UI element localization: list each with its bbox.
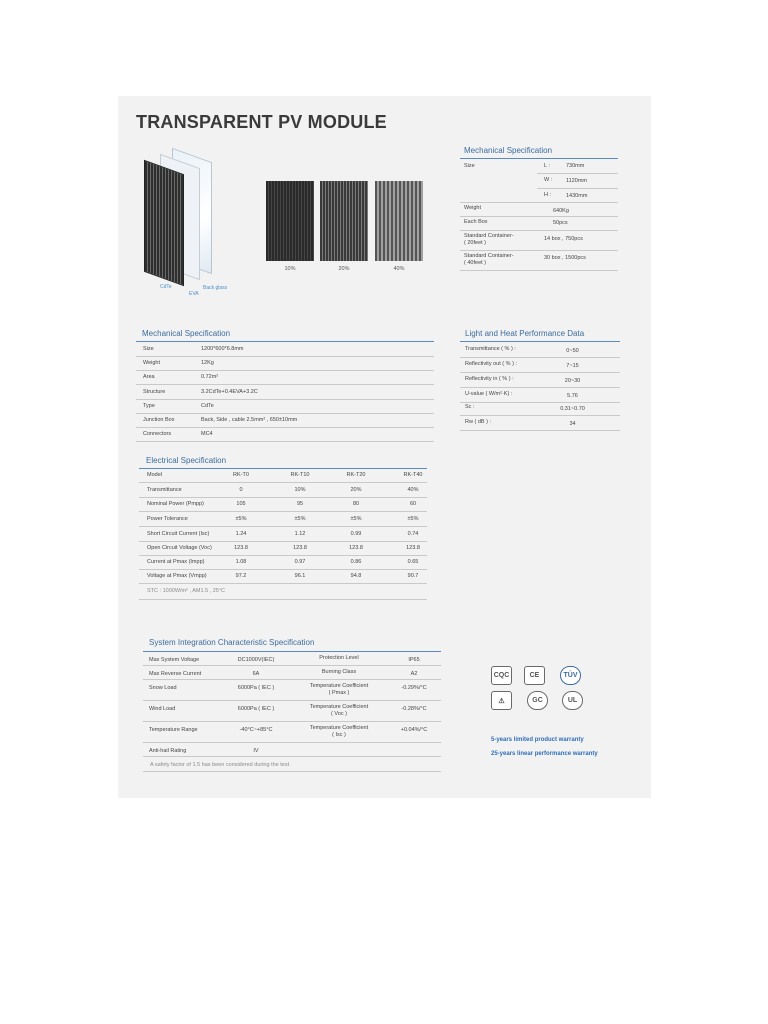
cell: Temperature Coefficient ( Voc ) <box>309 704 369 717</box>
cell: 0.72m² <box>201 374 219 381</box>
cell: 123.8 <box>406 545 420 551</box>
cell: IV <box>253 748 259 754</box>
cell: Max System Voltage <box>149 657 200 663</box>
stc-note: STC : 1000W/m² , AM1.5 , 25°C <box>147 588 226 594</box>
row-divider <box>136 413 434 414</box>
cell: 6A <box>252 671 260 677</box>
cell: Reflectivity in ( % ) : <box>465 376 514 382</box>
column-header: RK-T20 <box>346 472 366 478</box>
row-divider <box>460 250 618 251</box>
ul-cert-icon: UL <box>562 691 583 710</box>
cell: 3.2CdTe+0.4EVA+3.2C <box>201 388 258 395</box>
row-divider <box>460 270 618 271</box>
cell: 50pcs <box>553 220 568 226</box>
row-divider <box>139 599 427 600</box>
cell: 80 <box>352 501 360 507</box>
cell: 1430mm <box>566 193 588 199</box>
row-divider <box>460 387 620 388</box>
cell: Protection Level <box>319 655 359 661</box>
cell: Back, Side , cable 2.5mm² , 650±10mm <box>201 417 298 423</box>
cell: 10% <box>294 487 306 493</box>
elec-title: Electrical Specification <box>146 456 227 465</box>
row-divider <box>143 700 441 701</box>
row-divider <box>139 511 427 512</box>
cell: U-value ( W/m²·K) : <box>465 391 513 397</box>
cell: 7~15 <box>566 363 579 369</box>
cell: W : <box>544 177 553 183</box>
row-divider <box>136 427 434 428</box>
cell: -0.28%/°C <box>401 706 427 712</box>
cell: 20~30 <box>564 378 581 384</box>
row-divider <box>136 370 434 371</box>
cell: 730mm <box>566 163 585 169</box>
row-divider <box>143 756 441 757</box>
cell: Temperature Coefficient ( Isc ) <box>309 725 369 738</box>
row-divider <box>139 583 427 584</box>
cell: 0.99 <box>350 531 362 537</box>
cell: 0.31~0.70 <box>560 406 585 412</box>
cell: 40% <box>407 487 419 493</box>
cell: Nominal Power (Pmpp) <box>147 501 204 507</box>
cell: Current at Pmax (Impp) <box>147 559 205 565</box>
cell: 6000Pa ( IEC ) <box>237 685 275 691</box>
cell: 123.8 <box>234 545 248 551</box>
performance-warranty: 25-years linear performance warranty <box>491 751 598 757</box>
row-divider <box>139 569 427 570</box>
mech-top-title: Mechanical Specification <box>464 146 553 155</box>
cell: Weight <box>464 205 482 211</box>
cell: 14 box , 750pcs <box>544 236 583 242</box>
cell: -0.29%/°C <box>401 685 427 691</box>
row-divider <box>460 372 620 373</box>
cell: Type <box>143 402 155 409</box>
cell: 0.86 <box>350 559 362 565</box>
row-divider <box>139 482 427 483</box>
mech-title: Mechanical Specification <box>142 329 231 338</box>
cell: Transmittance ( % ) : <box>465 346 516 352</box>
module-layers-illustration <box>140 155 240 305</box>
cell: L : <box>544 163 550 169</box>
eva-label: EVA <box>189 291 199 297</box>
cell: 1.24 <box>235 531 247 537</box>
section-rule <box>460 341 620 342</box>
cell: Size <box>143 346 154 352</box>
cell: Snow Load <box>149 685 177 691</box>
cell: 30 box , 1500pcs <box>544 255 586 261</box>
cell: 90.7 <box>407 573 419 579</box>
row-divider <box>143 742 441 743</box>
cell: 6000Pa ( IEC ) <box>237 706 275 712</box>
cell: 95 <box>296 501 304 507</box>
cell: 97.2 <box>235 573 247 579</box>
row-divider <box>136 399 434 400</box>
column-header: Model <box>147 472 162 478</box>
cell: MC4 <box>201 431 213 438</box>
ce-cert-icon: CE <box>524 666 545 685</box>
row-divider <box>139 497 427 498</box>
column-header: RK-T40 <box>403 472 423 478</box>
row-divider <box>460 216 618 217</box>
cdte-label: CdTe <box>160 284 172 290</box>
safety-note: A safety factor of 1.5 has been considered during the test <box>150 762 290 768</box>
cell: 60 <box>409 501 417 507</box>
cell: 96.1 <box>294 573 306 579</box>
warning-cert-icon: ⚠ <box>491 691 512 710</box>
cell: Area <box>143 374 155 381</box>
cell: Weight <box>143 360 161 367</box>
section-rule <box>143 651 441 652</box>
column-header: RK-T10 <box>290 472 310 478</box>
gc-cert-icon: GC <box>527 691 548 710</box>
cell: 1120mm <box>566 178 587 184</box>
cell: Standard Container- ( 40feet ) <box>464 253 514 266</box>
row-divider <box>143 721 441 722</box>
cell: ±5% <box>235 516 247 522</box>
sample-10-percent <box>266 181 314 261</box>
cell: IP65 <box>408 657 420 663</box>
cell: 1200*600*6.8mm <box>201 346 244 352</box>
cell: 1.08 <box>235 559 247 565</box>
cell: Junction Box <box>143 417 175 423</box>
cell: Wind Load <box>149 706 176 712</box>
row-divider <box>460 402 620 403</box>
tuv-cert-icon: TÜV <box>560 666 581 685</box>
row-divider <box>139 526 427 527</box>
cell: Power Tolerance <box>147 516 188 522</box>
cell: Size <box>464 163 475 169</box>
cell: Transmittance <box>147 487 182 493</box>
cell: +0.04%/°C <box>400 727 428 733</box>
product-warranty: 5-years limited product warranty <box>491 737 584 743</box>
cell: -40°C~+85°C <box>239 727 273 733</box>
row-divider <box>143 771 441 772</box>
cell: Reflectivity out ( % ) : <box>465 361 517 367</box>
sample-label: 40% <box>393 266 405 272</box>
cell: 20% <box>350 487 362 493</box>
cell: CdTe <box>201 402 214 409</box>
cell: ±5% <box>350 516 362 522</box>
cell: Short Circuit Current (Isc) <box>147 531 210 537</box>
cell: Standard Container- ( 20feet ) <box>464 233 514 246</box>
row-divider <box>136 356 434 357</box>
cell: 12Kg <box>201 360 214 367</box>
cell: DC1000V(IEC) <box>237 657 275 663</box>
section-rule <box>460 158 618 159</box>
sample-20-percent <box>320 181 368 261</box>
row-divider <box>143 679 441 680</box>
cell: Structure <box>143 388 166 395</box>
cell: Connectors <box>143 431 172 438</box>
cell: 0.97 <box>294 559 306 565</box>
row-divider <box>139 541 427 542</box>
cell: Voltage at Pmax (Vmpp) <box>147 573 207 579</box>
cell: 94.8 <box>350 573 362 579</box>
cell: Sc : <box>465 404 475 410</box>
cell: 1.12 <box>294 531 306 537</box>
cell: Anti-hail Rating <box>149 748 187 754</box>
cell: Max Reverse Current <box>149 671 202 677</box>
sample-40-percent <box>375 181 423 261</box>
cell: H : <box>544 192 552 198</box>
cell: ±5% <box>294 516 306 522</box>
cell: Temperature Range <box>149 727 198 733</box>
cell: 0 <box>239 487 243 493</box>
page-title: TRANSPARENT PV MODULE <box>136 112 387 132</box>
cell: 34 <box>569 421 576 427</box>
cell: Rw ( dB ) : <box>465 419 491 425</box>
cell: Each Box <box>464 219 488 225</box>
cell: 123.8 <box>293 545 307 551</box>
cell: ±5% <box>407 516 419 522</box>
row-divider <box>460 202 618 203</box>
cell: 0~50 <box>566 348 579 354</box>
column-header: RK-T0 <box>233 472 249 478</box>
row-divider <box>537 188 618 189</box>
cell: Open Circuit Voltage (Voc) <box>147 545 212 551</box>
row-divider <box>460 415 620 416</box>
row-divider <box>136 441 434 442</box>
cell: 640Kg <box>553 208 569 214</box>
cell: 0.65 <box>407 559 419 565</box>
sys-title: System Integration Characteristic Specification <box>149 638 315 647</box>
row-divider <box>136 384 434 385</box>
row-divider <box>460 430 620 431</box>
cell: Burning Class <box>321 669 357 675</box>
sample-label: 20% <box>338 266 350 272</box>
row-divider <box>460 230 618 231</box>
cdte-layer <box>144 160 184 287</box>
cell: 123.8 <box>349 545 363 551</box>
cell: 5.76 <box>567 393 578 399</box>
row-divider <box>143 665 441 666</box>
back-glass-label: Back glass <box>203 285 228 291</box>
row-divider <box>139 555 427 556</box>
light-title: Light and Heat Performance Data <box>465 329 585 338</box>
sample-label: 10% <box>284 266 296 272</box>
row-divider <box>537 173 618 174</box>
section-rule <box>136 341 434 342</box>
row-divider <box>460 357 620 358</box>
cqc-cert-icon: CQC <box>491 666 512 685</box>
cell: A2 <box>410 671 418 677</box>
cell: 0.74 <box>407 531 419 537</box>
section-rule <box>139 468 427 469</box>
cell: Temperature Coefficient ( Pmax ) <box>309 683 369 696</box>
cell: 105 <box>236 501 246 507</box>
